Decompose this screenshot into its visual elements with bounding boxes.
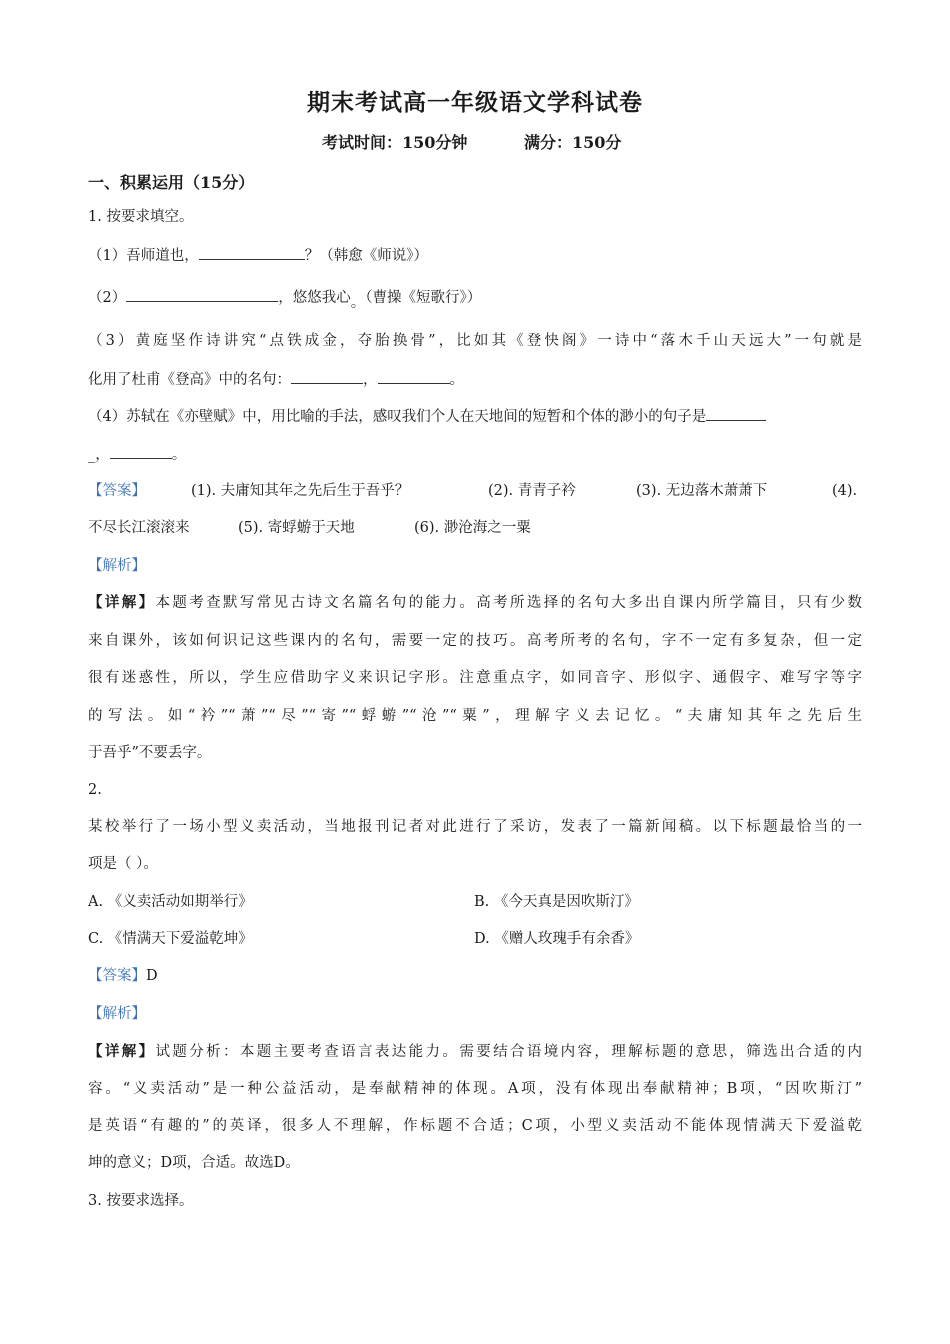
fill-blank — [291, 369, 363, 384]
q1-part3-text: 化用了杜甫《登高》中的名句： — [88, 372, 291, 388]
option-c: C. 《情满天下爱溢乾坤》 — [88, 931, 253, 947]
q2-detail-line1 — [88, 1042, 862, 1062]
option-b: B. 《今天真是因吹斯汀》 — [474, 894, 639, 910]
q2-stem-line2: 项是（ ）。 — [88, 856, 158, 872]
q1-part2-source: （曹操《短歌行》） — [365, 290, 482, 306]
section-heading: 一、积累运用（15分） — [88, 173, 255, 192]
exam-time: 考试时间：150分钟 — [322, 133, 468, 152]
analysis-tag: 【解析】 — [88, 1006, 146, 1022]
q1-part2-text: ，悠悠我心 — [278, 290, 351, 306]
fill-blank — [126, 287, 278, 302]
period: 。 — [449, 372, 464, 388]
q2-detail-line2: 容。“义卖活动”是一种公益活动，是奉献精神的体现。A项，没有体现出奉献精神；B项，“因吹斯汀” — [88, 1081, 862, 1097]
q1-detail-line4: 的写法。如“衿”“萧”“尽”“寄”“蜉蝣”“沧”“粟”，理解字义去记忆。“夫庸知其年之先后生 — [88, 708, 862, 724]
q1-detail-line3: 很有迷惑性，所以，学生应借助字义来识记字形。注意重点字，如同音字、形似字、通假字、难写字等字 — [88, 670, 862, 686]
fill-blank — [706, 406, 766, 421]
exam-title: 期末考试高一年级语文学科试卷 — [307, 89, 643, 116]
q1-part1-text: （1）吾师道也， — [88, 248, 199, 264]
answer-6: (6). 渺沧海之一粟 — [414, 520, 531, 536]
answer-value: D — [146, 968, 158, 984]
answer-1: (1). 夫庸知其年之先后生于吾乎？ — [191, 483, 410, 499]
detail-tag: 【详解】 — [88, 594, 156, 611]
fill-blank — [110, 444, 172, 459]
full-score: 满分：150分 — [524, 133, 622, 152]
q1-part2-period: 。 — [350, 295, 366, 311]
detail-text: 本题考查默写常见古诗文名篇名句的能力。高考所选择的名句大多出自课内所学篇目，只有少数 — [155, 595, 863, 611]
q1-part3-line1: （3）黄庭坚作诗讲究“点铁成金，夺胎换骨”，比如其《登快阁》一诗中“落木千山天远大”一句就是 — [88, 333, 862, 349]
answer-4-label: (4). — [832, 483, 858, 499]
q1-part2-num: （2） — [88, 290, 127, 306]
q1-part1-source: ？（韩愈《师说》） — [304, 248, 428, 264]
q2-number: 2. — [88, 782, 102, 798]
answer-tag: 【答案】 — [88, 483, 146, 499]
period: 。 — [171, 447, 187, 463]
detail-tag: 【详解】 — [88, 1043, 156, 1060]
q1-part4-line1 — [88, 406, 862, 427]
underscore-comma: _， — [88, 447, 110, 463]
q1-detail-line1 — [88, 593, 862, 613]
q1-answer-line2 — [88, 518, 862, 538]
answer-4: 不尽长江滚滚来 — [88, 520, 190, 536]
q1-part3-line2 — [88, 369, 862, 390]
q1-answer-line1 — [88, 481, 862, 501]
detail-text: 试题分析：本题主要考查语言表达能力。需要结合语境内容，理解标题的意思，筛选出合适的内 — [155, 1044, 863, 1060]
q1-detail-line2: 来自课外，该如何识记这些课内的名句，需要一定的技巧。高考所考的名句，字不一定有多复杂，但一定 — [88, 633, 862, 649]
q1-detail-line5: 于吾乎”不要丢字。 — [88, 745, 212, 761]
q3-stem: 3. 按要求选择。 — [88, 1193, 194, 1209]
q2-detail-line4: 坤的意义；D项，合适。故选D。 — [88, 1155, 300, 1171]
q1-part2 — [88, 287, 862, 311]
answer-tag: 【答案】 — [88, 968, 146, 984]
analysis-tag: 【解析】 — [88, 558, 146, 574]
option-a: A. 《义卖活动如期举行》 — [88, 894, 253, 910]
q2-answer — [88, 966, 862, 986]
fill-blank — [199, 245, 305, 260]
fill-blank — [378, 369, 450, 384]
q2-stem-line1: 某校举行了一场小型义卖活动，当地报刊记者对此进行了采访，发表了一篇新闻稿。以下标题最恰当的一 — [88, 819, 862, 835]
q1-part1 — [88, 245, 862, 266]
option-d: D. 《赠人玫瑰手有余香》 — [474, 931, 640, 947]
answer-3: (3). 无边落木萧萧下 — [636, 483, 768, 499]
q1-stem: 1. 按要求填空。 — [88, 209, 194, 225]
q1-part4-text: （4）苏轼在《亦壁赋》中，用比喻的手法，感叹我们个人在天地间的短暂和个体的渺小的句子是 — [88, 409, 707, 425]
comma: ， — [363, 372, 378, 388]
answer-2: (2). 青青子衿 — [488, 483, 576, 499]
answer-5: (5). 寄蜉蝣于天地 — [238, 520, 355, 536]
q1-part4-line2 — [88, 444, 862, 465]
q2-detail-line3: 是英语“有趣的”的英译，很多人不理解，作标题不合适；C项，小型义卖活动不能体现情满天下爱溢乾 — [88, 1118, 862, 1134]
